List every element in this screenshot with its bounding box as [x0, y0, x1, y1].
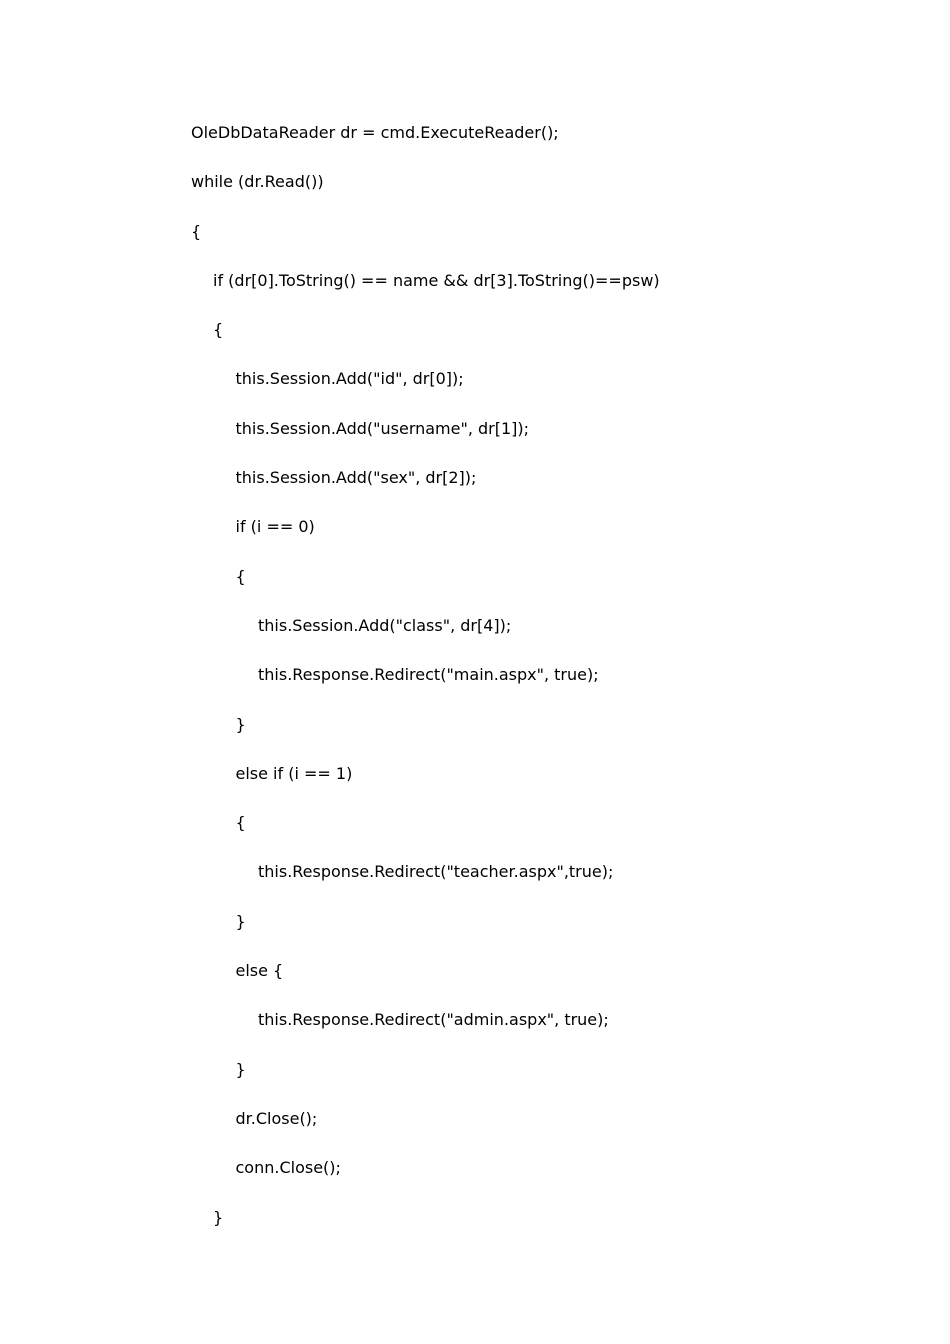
code-line: if (i == 0)	[235, 517, 315, 537]
code-line: this.Session.Add("class", dr[4]);	[258, 615, 512, 635]
code-line: }	[235, 1059, 246, 1079]
code-line: }	[213, 1207, 224, 1227]
code-line: {	[235, 813, 246, 833]
code-line: while (dr.Read())	[191, 172, 324, 192]
code-line: if (dr[0].ToString() == name && dr[3].ToString()==psw)	[213, 270, 660, 290]
code-line: dr.Close();	[235, 1108, 318, 1128]
code-line: else {	[235, 961, 284, 981]
code-line: else if (i == 1)	[235, 763, 353, 783]
code-line: }	[235, 911, 246, 931]
code-line: {	[191, 221, 202, 241]
code-line: this.Session.Add("sex", dr[2]);	[235, 468, 477, 488]
code-line: this.Session.Add("id", dr[0]);	[235, 369, 464, 389]
code-line: conn.Close();	[235, 1158, 341, 1178]
code-line: this.Session.Add("username", dr[1]);	[235, 418, 530, 438]
code-line: {	[235, 566, 246, 586]
code-line: this.Response.Redirect("admin.aspx", true);	[258, 1010, 609, 1030]
code-line: {	[213, 320, 224, 340]
code-line: this.Response.Redirect("main.aspx", true);	[258, 665, 599, 685]
code-line: }	[235, 714, 246, 734]
code-line: this.Response.Redirect("teacher.aspx",true);	[258, 862, 614, 882]
code-line: OleDbDataReader dr = cmd.ExecuteReader();	[191, 123, 559, 142]
code-block	[191, 120, 891, 1254]
